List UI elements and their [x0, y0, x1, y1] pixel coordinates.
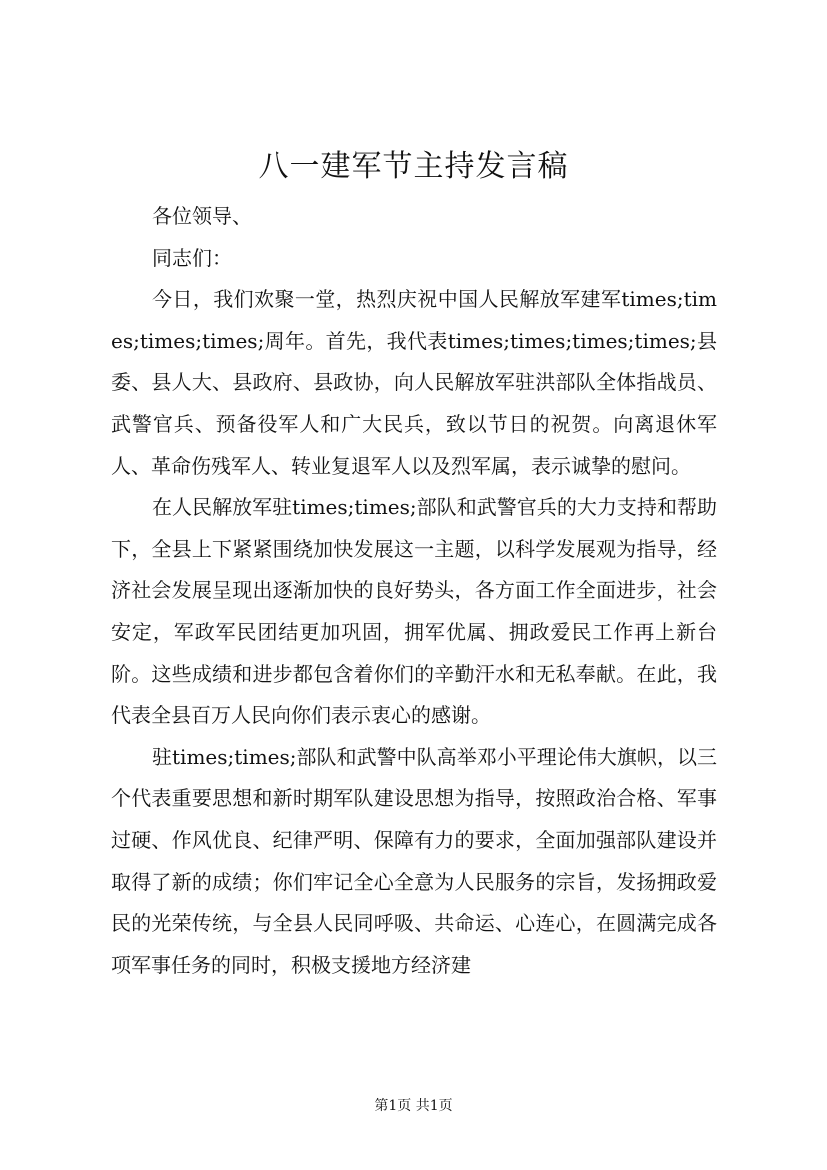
paragraph-achievements: 在人民解放军驻times;times;部队和武警官兵的大力支持和帮助下，全县上下紧紧围绕加快发展这一主题，以科学发展观为指导，经济社会发展呈现出逐渐加快的良好势头，各方面工作全面进步，社会安定，军政军民团结更加巩固，拥军优属、拥政爱民工作再上新台阶。这些成绩和进步都包含着你们的辛勤汗水和无私奉献。在此，我代表全县百万人民向你们表示衷心的感谢。: [111, 495, 717, 728]
salutation-leaders: 各位领导、: [152, 204, 252, 228]
salutation-comrades: 同志们：: [152, 245, 232, 270]
paragraph-opening: 今日，我们欢聚一堂，热烈庆祝中国人民解放军建军times;times;times;times;周年。首先，我代表times;times;times;times;县委、县人大、县政府、县政协，向人民解放军驻洪部队全体指战员、武警官兵、预备役军人和广大民兵，致以节日的祝贺。向离退休军人、革命伤残军人、转业复退军人以及烈军属，表示诚挚的慰问。: [111, 287, 717, 478]
document-title: 八一建军节主持发言稿: [258, 149, 569, 184]
document-body: [111, 196, 717, 986]
paragraph-troops: 驻times;times;部队和武警中队高举邓小平理论伟大旗帜，以三个代表重要思想和新时期军队建设思想为指导，按照政治合格、军事过硬、作风优良、纪律严明、保障有力的要求，全面加强部队建设并取得了新的成绩；你们牢记全心全意为人民服务的宗旨，发扬拥政爱民的光荣传统，与全县人民同呼吸、共命运、心连心，在圆满完成各项军事任务的同时，积极支援地方经济建: [111, 744, 717, 977]
page-footer: 第1页 共1页: [374, 1098, 453, 1114]
